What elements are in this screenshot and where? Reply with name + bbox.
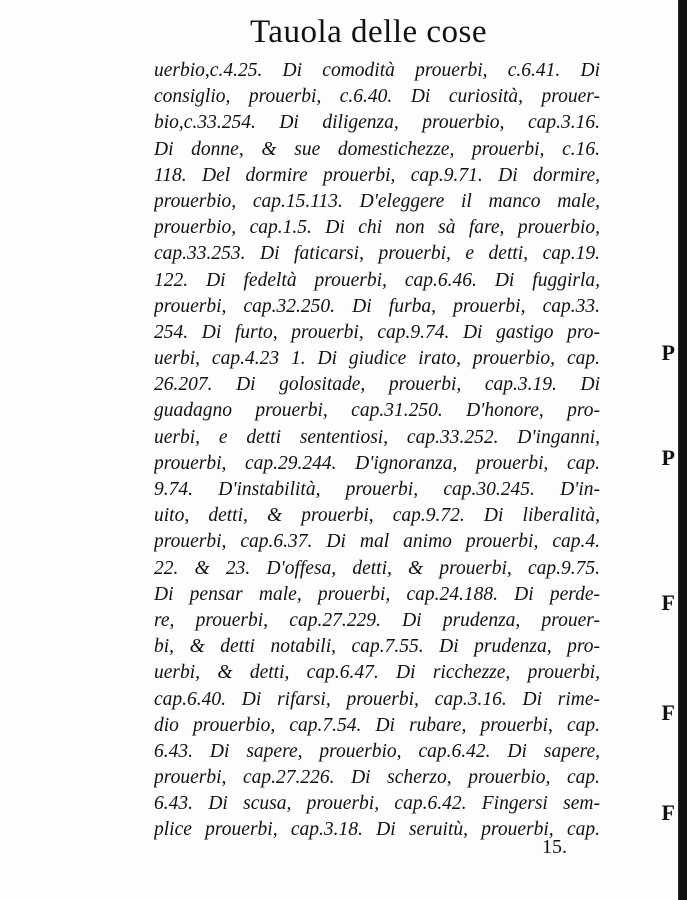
text-line: prouerbio, cap.1.5. Di chi non sà fare, prouerbio, [154,217,600,239]
text-line: Di donne, & sue domestichezze, prouerbi, c.16. [154,138,600,160]
text-line: prouerbi, cap.32.250. Di furba, prouerbi, cap.33. [154,295,600,317]
text-line: uerbi, cap.4.23 1. Di giudice irato, prouerbio, cap. [154,348,600,370]
text-line: uito, detti, & prouerbi, cap.9.72. Di liberalità, [154,505,600,527]
adjacent-page-letter: P [661,445,675,470]
text-line: prouerbio, cap.15.113. D'eleggere il manco male, [154,190,600,212]
text-line: 118. Del dormire prouerbi, cap.9.71. Di dormire, [154,164,600,186]
text-line: 22. & 23. D'offesa, detti, & prouerbi, cap.9.75. [154,557,600,579]
text-line: re, prouerbi, cap.27.229. Di prudenza, prouer- [154,609,600,631]
index-text-body [154,58,600,844]
text-line: dio prouerbio, cap.7.54. Di rubare, prouerbi, cap. [154,714,600,736]
text-line: guadagno prouerbi, cap.31.250. D'honore, pro- [154,400,600,422]
text-line: 6.43. Di scusa, prouerbi, cap.6.42. Fingersi sem- [154,793,600,815]
text-line: uerbio,c.4.25. Di comodità prouerbi, c.6.41. Di [154,60,600,81]
adjacent-page-letter: F [661,590,675,615]
text-line: Di pensar male, prouerbi, cap.24.188. Di perde- [154,583,600,605]
page-title: Tauola delle cose [249,14,488,50]
text-line: bio,c.33.254. Di diligenza, prouerbio, cap.3.16. [154,112,600,134]
text-line: cap.6.40. Di rifarsi, prouerbi, cap.3.16. Di rime- [154,688,600,710]
text-line: plice prouerbi, cap.3.18. Di seruitù, prouerbi, cap. [154,819,600,841]
text-line: cap.33.253. Di faticarsi, prouerbi, e detti, cap.19. [154,243,600,265]
text-line: 26.207. Di golositade, prouerbi, cap.3.19. Di [154,374,600,396]
text-line: 254. Di furto, prouerbi, cap.9.74. Di gastigo pro- [154,321,600,343]
adjacent-page-strip [679,0,687,900]
text-line: prouerbi, cap.6.37. Di mal animo prouerbi, cap.4. [154,531,600,553]
adjacent-page-letter: F [661,800,675,825]
text-line: bi, & detti notabili, cap.7.55. Di prudenza, pro- [154,636,600,658]
text-line: uerbi, e detti sententiosi, cap.33.252. D'inganni, [154,426,600,448]
page-number: 15. [542,836,567,858]
text-line: 122. Di fedeltà prouerbi, cap.6.46. Di fuggirla, [154,269,600,291]
adjacent-page-letter: F [661,700,675,725]
text-line: 9.74. D'instabilità, prouerbi, cap.30.245. D'in- [154,479,600,500]
text-line: prouerbi, cap.27.226. Di scherzo, prouerbio, cap. [154,767,600,789]
adjacent-page-letter: P [661,340,675,365]
text-line: prouerbi, cap.29.244. D'ignoranza, prouerbi, cap. [154,452,600,474]
text-line: uerbi, & detti, cap.6.47. Di ricchezze, prouerbi, [154,662,600,684]
text-line: consiglio, prouerbi, c.6.40. Di curiosità, prouer- [154,86,600,108]
text-line: 6.43. Di sapere, prouerbio, cap.6.42. Di sapere, [154,740,600,762]
